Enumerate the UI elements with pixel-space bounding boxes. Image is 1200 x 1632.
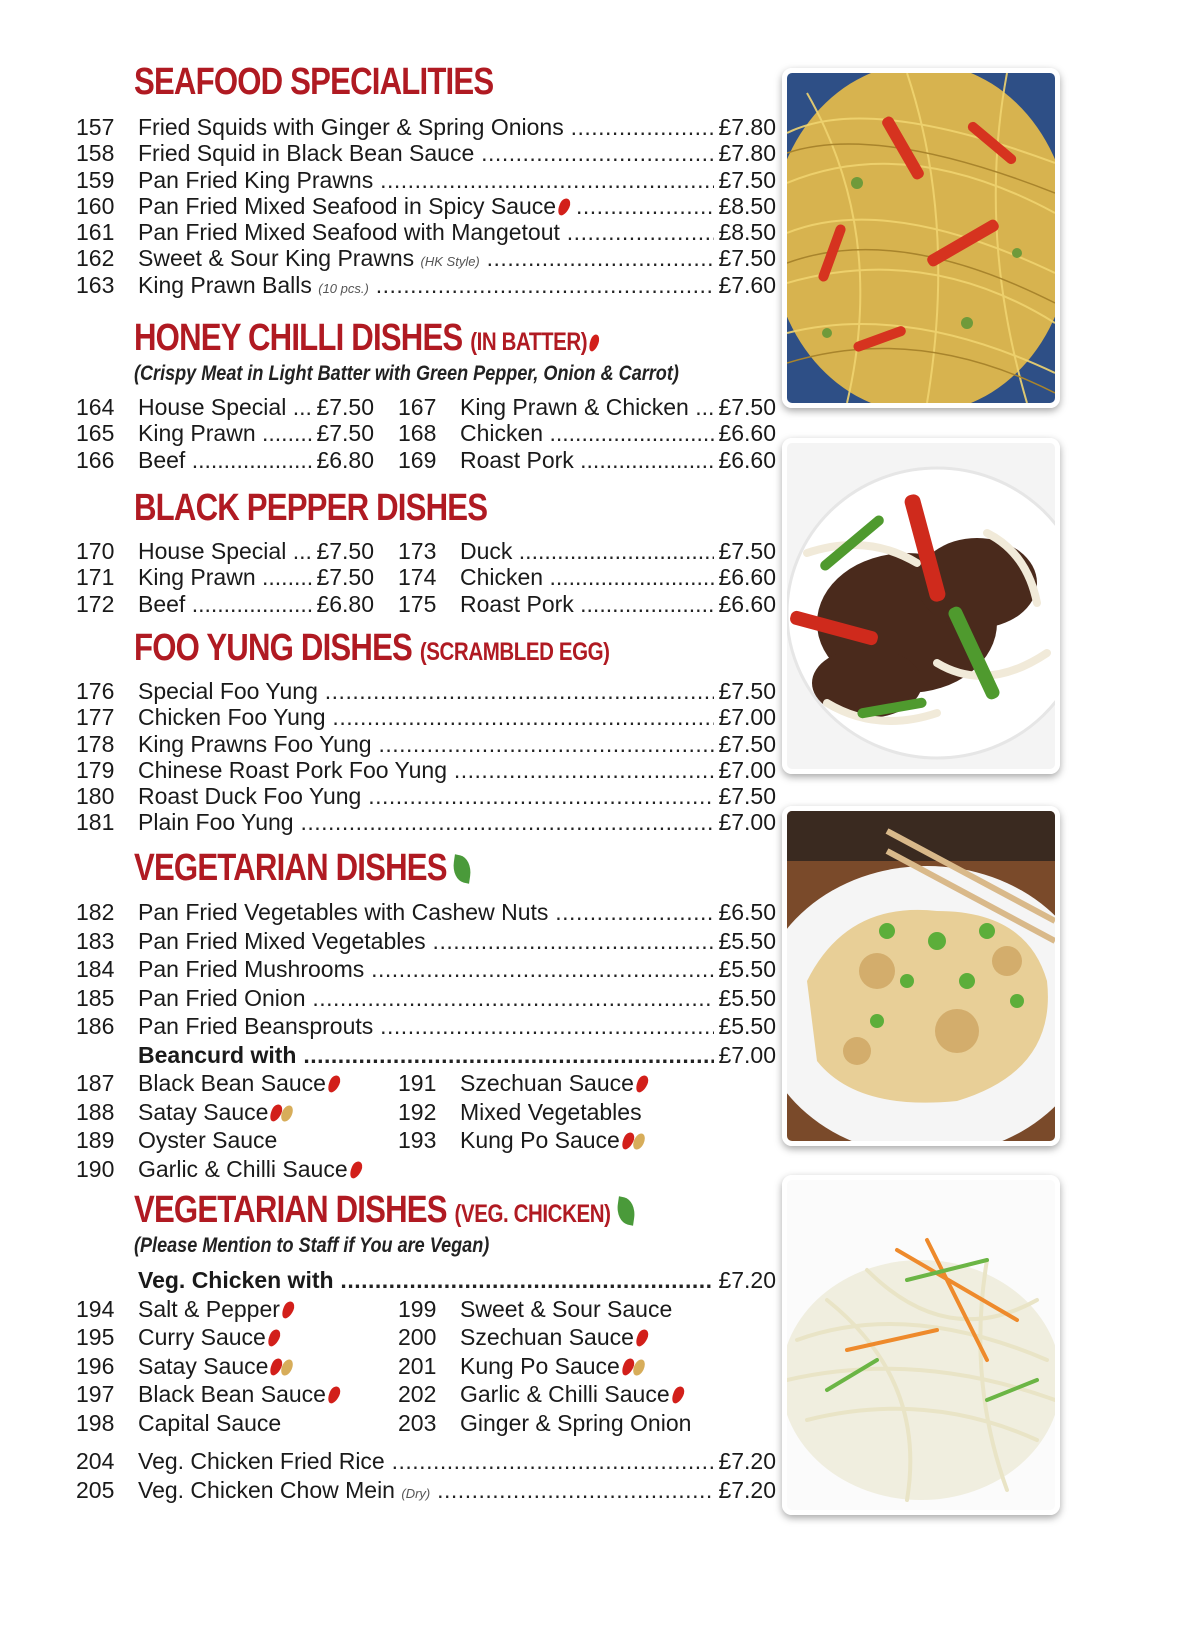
menu-item: 176 Special Foo Yung ..... £7.50 — [76, 678, 776, 704]
vegetarian-heading: VEGETARIAN DISHES — [134, 846, 660, 890]
chilli-icon — [326, 1074, 343, 1095]
black-pepper-beef-photo — [782, 438, 1060, 774]
vegetarian-section — [76, 846, 776, 1183]
foo-yung-section — [76, 626, 776, 836]
foo-yung-heading: FOO YUNG DISHES (SCRAMBLED EGG) — [134, 627, 610, 669]
veg-chicken-with-item: Veg. Chicken with ..... £7.20 — [76, 1266, 776, 1295]
menu-item-pair: 166 Beef ..... £6.80 169 Roast Pork ..... £6.60 — [76, 447, 776, 473]
leaf-icon — [452, 854, 473, 883]
chilli-icon — [556, 197, 573, 218]
menu-item: 204 Veg. Chicken Fried Rice ..... £7.20 — [76, 1447, 776, 1476]
chilli-icon — [669, 1385, 686, 1406]
chilli-icon — [265, 1328, 282, 1349]
chilli-icon — [634, 1074, 651, 1095]
sauce-pair: 194 Salt & Pepper 199 Sweet & Sour Sauce — [76, 1295, 673, 1322]
sauce-pair: 189 Oyster Sauce 193 Kung Po Sauce — [76, 1126, 776, 1155]
seafood-heading: SEAFOOD SPECIALITIES — [134, 61, 494, 103]
sauce-pair: 188 Satay Sauce 192 Mixed Vegetables — [76, 1098, 642, 1125]
menu-item: 179 Chinese Roast Pork Foo Yung ..... £7.00 — [76, 757, 776, 783]
menu-item: 158 Fried Squid in Black Bean Sauce ..... £7.80 — [76, 140, 776, 166]
singapore-noodles-photo — [782, 68, 1060, 408]
menu-item: 185 Pan Fried Onion ..... £5.50 — [76, 984, 776, 1013]
sauce-pair: 196 Satay Sauce 201 Kung Po Sauce — [76, 1352, 776, 1381]
chilli-icon — [326, 1385, 343, 1406]
sauce-pair: 195 Curry Sauce 200 Szechuan Sauce — [76, 1323, 776, 1352]
menu-item: 182 Pan Fried Vegetables with Cashew Nuts ..... £6.50 — [76, 898, 776, 927]
honey-chilli-heading: HONEY CHILLI DISHES (IN BATTER) — [134, 316, 660, 360]
menu-item: 161 Pan Fried Mixed Seafood with Mangetout ..... £8.50 — [76, 219, 776, 245]
black-pepper-heading: BLACK PEPPER DISHES — [134, 487, 488, 529]
chilli-icon — [587, 333, 601, 354]
menu-item: 180 Roast Duck Foo Yung ..... £7.50 — [76, 783, 776, 809]
menu-item: 160 Pan Fried Mixed Seafood in Spicy Sauce ..... £8.50 — [76, 193, 776, 219]
black-pepper-section — [76, 486, 776, 617]
beansprouts-photo — [782, 1175, 1060, 1515]
veg-chicken-heading: VEGETARIAN DISHES (VEG. CHICKEN) — [134, 1188, 660, 1232]
vegan-note: (Please Mention to Staff if You are Vegan) — [134, 1234, 490, 1257]
menu-item: 181 Plain Foo Yung ..... £7.00 — [76, 809, 776, 835]
sauce-pair: 190 Garlic & Chilli Sauce — [76, 1155, 776, 1184]
menu-item: 205 Veg. Chicken Chow Mein (Dry) ..... £7.20 — [76, 1476, 776, 1505]
chilli-icon — [280, 1299, 297, 1320]
menu-item-pair: 172 Beef ..... £6.80 175 Roast Pork ..... £6.60 — [76, 591, 776, 617]
sauce-pair: 187 Black Bean Sauce 191 Szechuan Sauce — [76, 1069, 776, 1098]
foo-yung-photo — [782, 806, 1060, 1146]
beancurd-item: Beancurd with ..... £7.00 — [76, 1041, 776, 1070]
veg-chicken-section — [76, 1188, 776, 1505]
menu-item: 186 Pan Fried Beansprouts ..... £5.50 — [76, 1012, 776, 1041]
menu-item: 184 Pan Fried Mushrooms ..... £5.50 — [76, 955, 776, 984]
menu-item-pair: 170 House Special ..... £7.50 173 Duck ..... £7.50 — [76, 538, 776, 564]
menu-item-pair: 164 House Special ..... £7.50 167 King Prawn & Chicken ..... £7.50 — [76, 394, 776, 420]
menu-item: 183 Pan Fried Mixed Vegetables ..... £5.50 — [76, 927, 776, 956]
sauce-pair: 197 Black Bean Sauce 202 Garlic & Chilli Sauce — [76, 1380, 776, 1409]
menu-item: 162 Sweet & Sour King Prawns (HK Style) ..... £7.50 — [76, 245, 776, 271]
menu-item-pair: 165 King Prawn ..... £7.50 168 Chicken ..... £6.60 — [76, 420, 776, 446]
menu-item: 178 King Prawns Foo Yung ..... £7.50 — [76, 731, 776, 757]
menu-item: 177 Chicken Foo Yung ..... £7.00 — [76, 704, 776, 730]
sauce-pair: 198 Capital Sauce 203 Ginger & Spring Onion — [76, 1409, 692, 1436]
honey-chilli-note: (Crispy Meat in Light Batter with Green Pepper, Onion & Carrot) — [134, 362, 679, 385]
menu-item: 159 Pan Fried King Prawns ..... £7.50 — [76, 167, 776, 193]
menu-item: 163 King Prawn Balls (10 pcs.) ..... £7.60 — [76, 272, 776, 298]
leaf-icon — [615, 1196, 636, 1225]
menu-item: 157 Fried Squids with Ginger & Spring Onions ..... £7.80 — [76, 114, 776, 140]
menu-item-pair: 171 King Prawn ..... £7.50 174 Chicken ..... £6.60 — [76, 564, 776, 590]
chilli-icon — [347, 1159, 364, 1180]
honey-chilli-section — [76, 316, 776, 473]
chilli-icon — [634, 1328, 651, 1349]
seafood-section — [76, 60, 776, 298]
